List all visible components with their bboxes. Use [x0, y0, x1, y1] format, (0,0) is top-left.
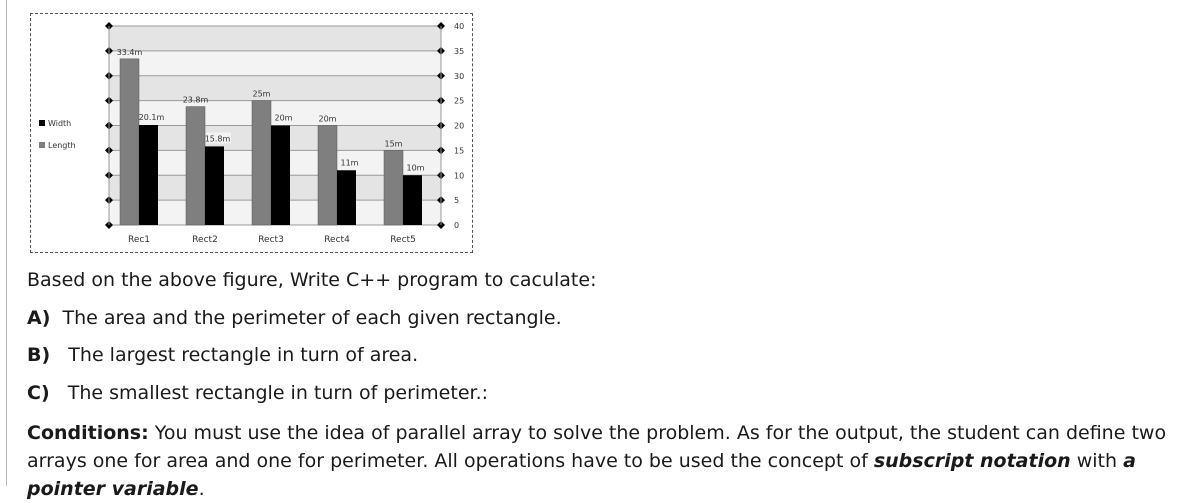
- data-label-length: 33.4m: [116, 47, 143, 57]
- legend-label-length: Length: [48, 141, 76, 150]
- y-tick-label: 0: [454, 221, 460, 230]
- bar-length-Rec1: [120, 59, 139, 225]
- data-label-length: 20m: [318, 114, 337, 124]
- legend-swatch-width: [39, 120, 45, 126]
- y-tick-label: 5: [454, 196, 460, 206]
- question-c: [27, 379, 1177, 407]
- y-tick-label: 10: [454, 171, 465, 181]
- legend-swatch-length: [39, 142, 45, 148]
- bar-length-Rect3: [252, 101, 271, 225]
- category-label: Rect5: [390, 235, 416, 245]
- bar-chart: [31, 14, 474, 254]
- category-label: Rect3: [258, 235, 284, 245]
- y-tick-label: 40: [454, 22, 465, 31]
- category-label: Rect4: [324, 235, 350, 245]
- y-tick-label: 15: [454, 146, 465, 156]
- data-label-width: 10m: [406, 163, 425, 173]
- data-label-length: 25m: [252, 89, 271, 99]
- plot-band: [109, 26, 441, 51]
- plot-band: [109, 51, 441, 76]
- bar-width-Rect5: [403, 175, 422, 225]
- question-c-tag: C): [27, 382, 50, 404]
- question-a-tag: A): [27, 307, 51, 329]
- data-label-length: 23.8m: [182, 95, 209, 105]
- bar-width-Rec1: [139, 125, 158, 225]
- question-a: [27, 304, 1177, 332]
- legend-label-width: Width: [48, 119, 72, 128]
- data-label-width: 20m: [274, 113, 293, 123]
- category-label: Rect2: [192, 235, 218, 245]
- conditions-end: .: [198, 478, 205, 500]
- page-left-border: [6, 0, 7, 486]
- data-label-width: 15.8m: [204, 134, 231, 144]
- question-a-text: The area and the perimeter of each given rectangle.: [62, 307, 562, 329]
- data-label-length: 15m: [384, 139, 403, 149]
- y-tick-label: 30: [454, 71, 465, 81]
- bar-length-Rect5: [384, 150, 403, 225]
- y-tick-label: 25: [454, 96, 465, 106]
- bar-width-Rect4: [337, 170, 356, 225]
- bar-length-Rect4: [318, 126, 337, 226]
- conditions-emphasis-1: subscript notation: [873, 450, 1071, 472]
- y-tick-label: 20: [454, 121, 465, 131]
- intro-line: [27, 266, 1177, 294]
- bar-width-Rect2: [205, 146, 224, 225]
- conditions-text-1: You must use the idea of parallel array to solve the problem. As for the output, the student can define two arrays one for area and one for perimeter. All operations have to be used the concept of: [27, 422, 1167, 472]
- category-label: Rec1: [127, 235, 151, 245]
- data-label-width: 11m: [340, 158, 359, 168]
- conditions-paragraph: [27, 419, 1177, 503]
- bar-length-Rect2: [186, 107, 205, 225]
- plot-band: [109, 76, 441, 101]
- conditions-text-2: with: [1076, 450, 1118, 472]
- question-b-text: The largest rectangle in turn of area.: [68, 344, 419, 366]
- intro-text: Based on the above figure, Write C++ program to caculate:: [27, 269, 597, 291]
- question-c-text: The smallest rectangle in turn of perimeter.:: [67, 382, 489, 404]
- conditions-emphasis-2: a pointer variable: [27, 450, 1136, 500]
- question-b-tag: B): [27, 344, 51, 366]
- bar-width-Rect3: [271, 126, 290, 226]
- conditions-tag: Conditions:: [27, 422, 149, 444]
- y-tick-label: 35: [454, 46, 465, 56]
- data-label-width: 20.1m: [138, 113, 165, 123]
- bar-chart-figure: [30, 13, 473, 253]
- question-b: [27, 341, 1177, 369]
